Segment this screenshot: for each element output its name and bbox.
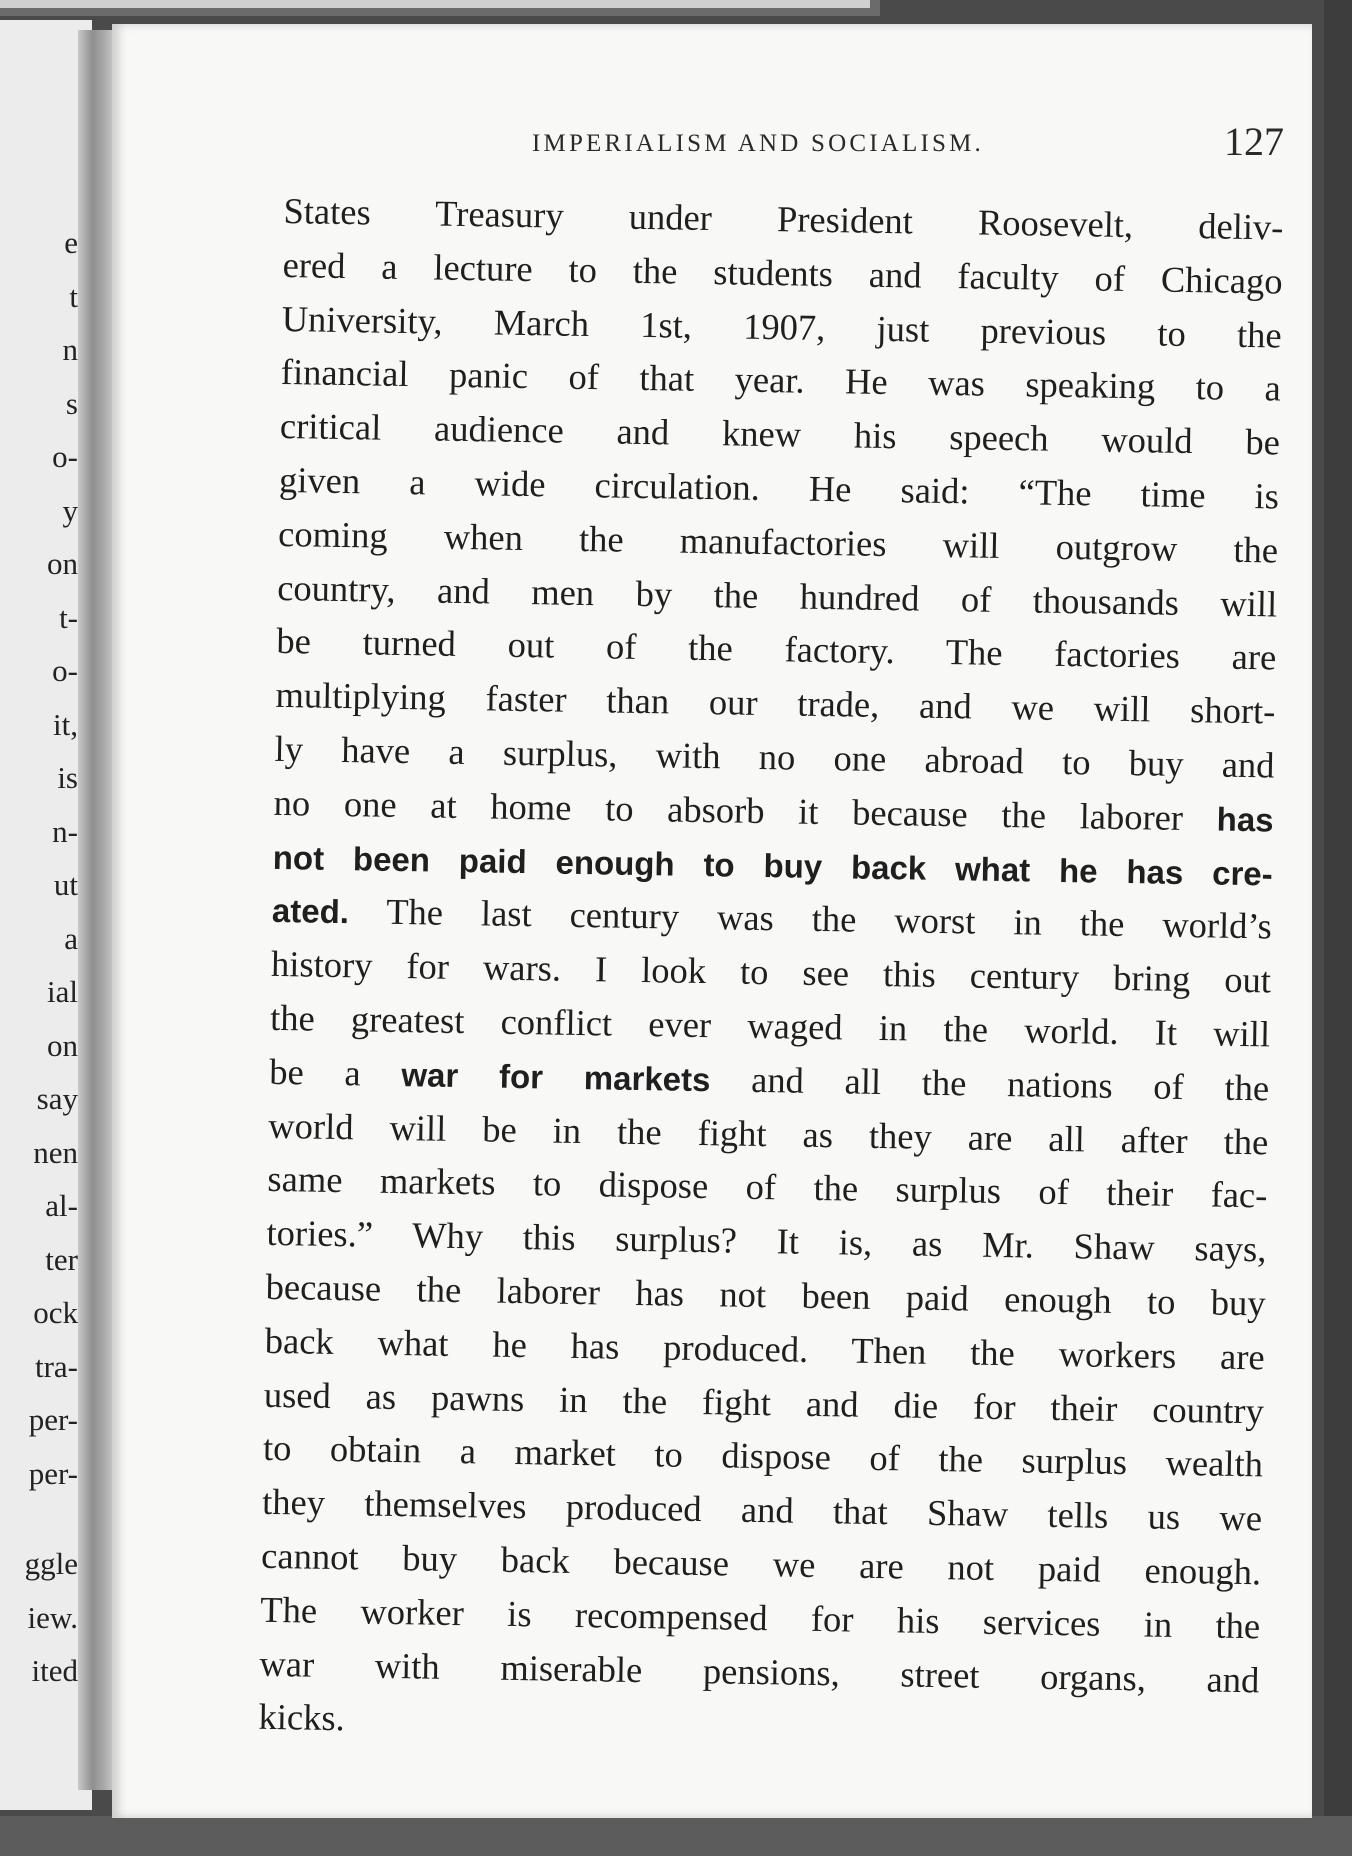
facing-page-fragment: t- bbox=[59, 599, 78, 635]
facing-page-fragment: y bbox=[62, 492, 78, 528]
book-page bbox=[112, 24, 1312, 1818]
text-run: ly have a surplus, with no one abroad to buy and bbox=[274, 727, 1275, 786]
text-run: The last century was the worst in the world’s bbox=[348, 890, 1273, 947]
text-run: tories.” Why this surplus? It is, as Mr. Shaw says, bbox=[266, 1211, 1267, 1270]
scan-frame-right bbox=[1324, 0, 1352, 1856]
facing-page-fragment: n- bbox=[52, 813, 78, 849]
page-number: 127 bbox=[1224, 119, 1284, 164]
text-run: be a bbox=[268, 1050, 402, 1094]
text-run: to obtain a market to dispose of the surplus wealth bbox=[262, 1427, 1264, 1485]
text-run: world will be in the fight as they are all after the bbox=[268, 1104, 1269, 1162]
text-run: ered a lecture to the students and faculty of Chicago bbox=[282, 243, 1283, 302]
facing-page-fragment: ut bbox=[53, 867, 78, 902]
facing-page-fragment: s bbox=[65, 385, 78, 421]
text-run: multiplying faster than our trade, and we will short- bbox=[275, 674, 1276, 732]
facing-page-text-fragments bbox=[25, 216, 78, 1698]
facing-page-fragment: al- bbox=[45, 1188, 78, 1223]
facing-page-fragment: ial bbox=[47, 974, 78, 1009]
facing-page-fragment: n bbox=[62, 332, 78, 367]
text-run: critical audience and knew his speech would be bbox=[279, 405, 1281, 463]
text-run: the greatest conflict ever waged in the world. It will bbox=[269, 996, 1271, 1055]
text-run: used as pawns in the fight and die for their country bbox=[263, 1373, 1265, 1431]
text-run: cannot buy back because we are not paid enough. bbox=[260, 1534, 1262, 1593]
facing-page-fragment: is bbox=[57, 760, 78, 795]
body-text bbox=[258, 184, 1284, 1760]
text-run: same markets to dispose of the surplus of their fac- bbox=[267, 1158, 1268, 1216]
facing-page-fragment: ited bbox=[31, 1653, 78, 1688]
facing-page-fragment: ggle bbox=[24, 1546, 78, 1581]
bold-emphasis: ated. bbox=[271, 892, 350, 931]
facing-page-fragment: on bbox=[47, 1027, 78, 1063]
text-run: kicks. bbox=[258, 1696, 346, 1739]
facing-page-fragment: iew. bbox=[27, 1599, 78, 1635]
facing-page-fragment: say bbox=[36, 1081, 78, 1116]
facing-page-fragment: ock bbox=[33, 1295, 78, 1330]
facing-page-fragment: nen bbox=[33, 1134, 78, 1170]
facing-page-fragment: it, bbox=[53, 706, 78, 742]
facing-page-fragment: o- bbox=[52, 653, 78, 688]
facing-page-fragment: per- bbox=[28, 1455, 78, 1491]
facing-page-fragment: on bbox=[47, 546, 78, 581]
text-run: States Treasury under President Roosevelt, deliv- bbox=[283, 189, 1284, 248]
text-run: be turned out of the factory. The factories are bbox=[276, 620, 1277, 678]
text-run: coming when the manufactories will outgrow the bbox=[277, 512, 1279, 571]
facing-page-fragment: tra- bbox=[34, 1348, 78, 1384]
facing-page-fragment: per- bbox=[28, 1402, 78, 1437]
facing-page-fragment: e bbox=[64, 225, 78, 260]
bold-emphasis: not been paid enough to buy back what he has cre- bbox=[272, 838, 1274, 893]
scan-frame-top-edge bbox=[0, 0, 870, 8]
facing-page-fragment bbox=[25, 1500, 78, 1537]
text-run: war with miserable pensions, street organs, and bbox=[259, 1642, 1260, 1700]
text-run: no one at home to absorb it because the laborer bbox=[273, 781, 1218, 839]
text-run: financial panic of that year. He was speaking to a bbox=[280, 351, 1282, 409]
text-run: and all the nations of the bbox=[710, 1057, 1270, 1109]
text-run: history for wars. I look to see this century bring out bbox=[270, 943, 1272, 1001]
text-run: country, and men by the hundred of thousands will bbox=[276, 566, 1278, 625]
scan-frame-bottom bbox=[0, 1816, 1352, 1856]
text-run: they themselves produced and that Shaw tells us we bbox=[261, 1480, 1263, 1539]
bold-emphasis: war for markets bbox=[401, 1055, 711, 1098]
facing-page-fragment: t bbox=[69, 278, 78, 314]
facing-page-fragment: ter bbox=[45, 1241, 78, 1277]
facing-page-fragment: o- bbox=[52, 439, 78, 474]
bold-emphasis: has bbox=[1216, 800, 1274, 839]
text-run: back what he has produced. Then the workers are bbox=[264, 1319, 1266, 1378]
text-run: given a wide circulation. He said: “The time is bbox=[278, 458, 1280, 517]
text-run: because the laborer has not been paid enough to buy bbox=[265, 1265, 1266, 1324]
facing-page-fragment: a bbox=[64, 920, 78, 956]
text-run: The worker is recompensed for his services in the bbox=[260, 1588, 1261, 1647]
text-run: University, March 1st, 1907, just previous to the bbox=[281, 297, 1282, 356]
running-head: IMPERIALISM AND SOCIALISM. bbox=[532, 130, 984, 157]
